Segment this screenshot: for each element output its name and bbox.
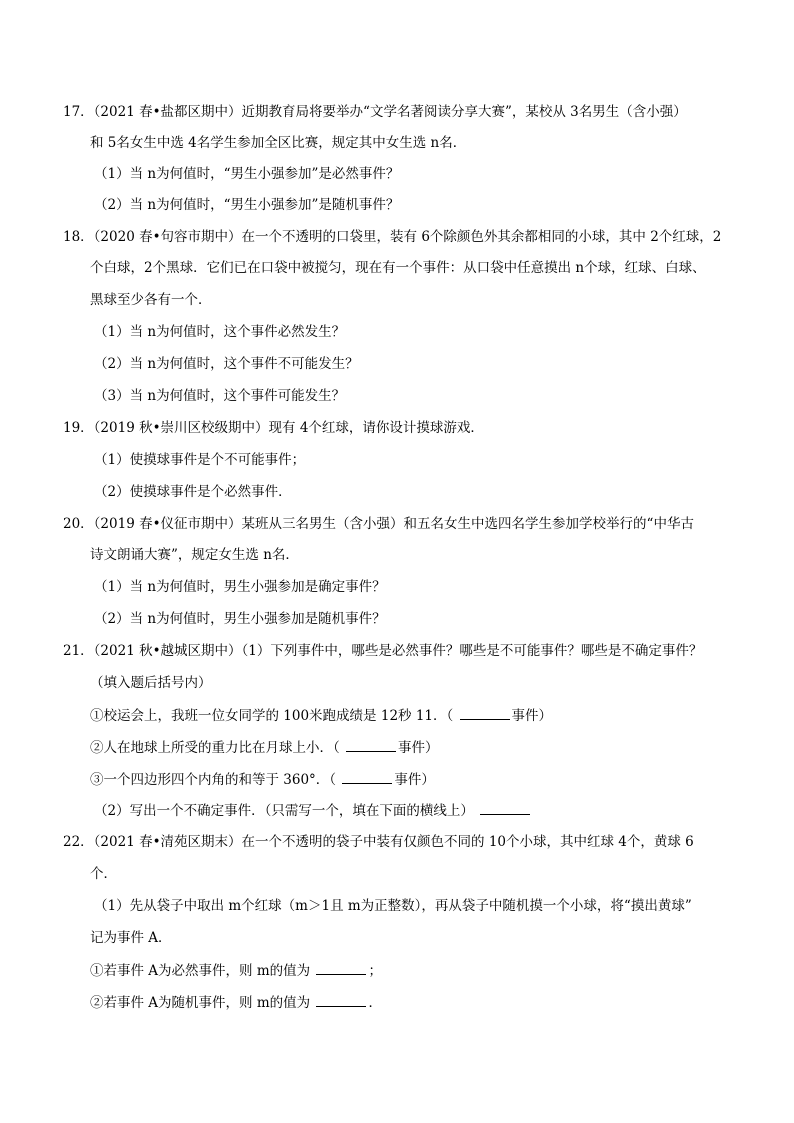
q21-item-3: ③一个四边形四个内角的和等于 360°．（ 事件） (90, 769, 435, 790)
q20-stem-line-1: 20．（2019 春•仪征市期中）某班从三名男生（含小强）和五名女生中选四名学生参加学校举行的“中华古 (63, 516, 694, 532)
q19-part-1: （1）使摸球事件是个不可能事件； (94, 452, 306, 468)
q21-item-1: ①校运会上，我班一位女同学的 100米跑成绩是 12秒 11．（ 事件） (90, 705, 552, 726)
answer-blank[interactable] (480, 800, 530, 815)
q22-stem-line-2: 个． (90, 866, 117, 882)
q17-part-2: （2）当 n为何值时，“男生小强参加”是随机事件？ (94, 197, 400, 213)
q17-stem-line-1: 17．（2021 春•盐都区期中）近期教育局将要举办“文学名著阅读分享大赛”，某校从 3名男生（含小强） (63, 104, 687, 120)
q21-stem-line-2: （填入题后括号内） (90, 675, 212, 691)
q18-stem-line-2: 个白球，2个黑球．它们已在口袋中被搅匀，现在有一个事件：从口袋中任意摸出 n个球，红球、白球、 (90, 260, 706, 276)
answer-blank[interactable] (316, 992, 366, 1007)
q21-stem-line-1: 21．（2021 秋•越城区期中）（1）下列事件中，哪些是必然事件？哪些是不可能事件？哪些是不确定事件？ (63, 643, 703, 659)
q18-part-2: （2）当 n为何值时，这个事件不可能发生？ (94, 356, 359, 372)
q22-item-1: ①若事件 A为必然事件，则 m的值为 ； (90, 960, 382, 981)
q20-part-2: （2）当 n为何值时，男生小强参加是随机事件？ (94, 611, 386, 627)
q19-stem-line-1: 19．（2019 秋•崇川区校级期中）现有 4个红球，请你设计摸球游戏． (63, 420, 484, 436)
answer-blank[interactable] (316, 960, 366, 975)
q22-item-2: ②若事件 A为随机事件，则 m的值为 ． (90, 992, 382, 1013)
q18-part-3: （3）当 n为何值时，这个事件可能发生？ (94, 388, 346, 404)
q21-item-2: ②人在地球上所受的重力比在月球上小．（ 事件） (90, 737, 439, 758)
q18-stem-line-3: 黑球至少各有一个． (90, 292, 212, 308)
q17-part-1: （1）当 n为何值时，“男生小强参加”是必然事件？ (94, 166, 400, 182)
q22-stem-line-1: 22．（2021 春•清苑区期末）在一个不透明的袋子中装有仅颜色不同的 10个小球，其中红球 4个，黄球 6 (63, 834, 694, 850)
q20-part-1: （1）当 n为何值时，男生小强参加是确定事件？ (94, 579, 386, 595)
q22-part-1-line-2: 记为事件 A． (90, 930, 172, 946)
answer-blank[interactable] (342, 769, 392, 784)
q20-stem-line-2: 诗文朗诵大赛”，规定女生选 n名． (90, 547, 299, 563)
q21-part-2: （2）写出一个不确定事件．（只需写一个，填在下面的横线上） (94, 800, 532, 821)
q19-part-2: （2）使摸球事件是个必然事件． (94, 484, 292, 500)
answer-blank[interactable] (460, 705, 510, 720)
q22-part-1-line-1: （1）先从袋子中取出 m个红球（m＞1且 m为正整数），再从袋子中随机摸一个小球，将“摸出黄球” (94, 898, 692, 914)
q18-part-1: （1）当 n为何值时，这个事件必然发生？ (94, 324, 346, 340)
answer-blank[interactable] (346, 737, 396, 752)
q18-stem-line-1: 18．（2020 春•句容市期中）在一个不透明的口袋里，装有 6个除颜色外其余都相同的小球，其中 2个红球，2 (63, 229, 722, 245)
q17-stem-line-2: 和 5名女生中选 4名学生参加全区比赛，规定其中女生选 n名． (90, 135, 467, 151)
